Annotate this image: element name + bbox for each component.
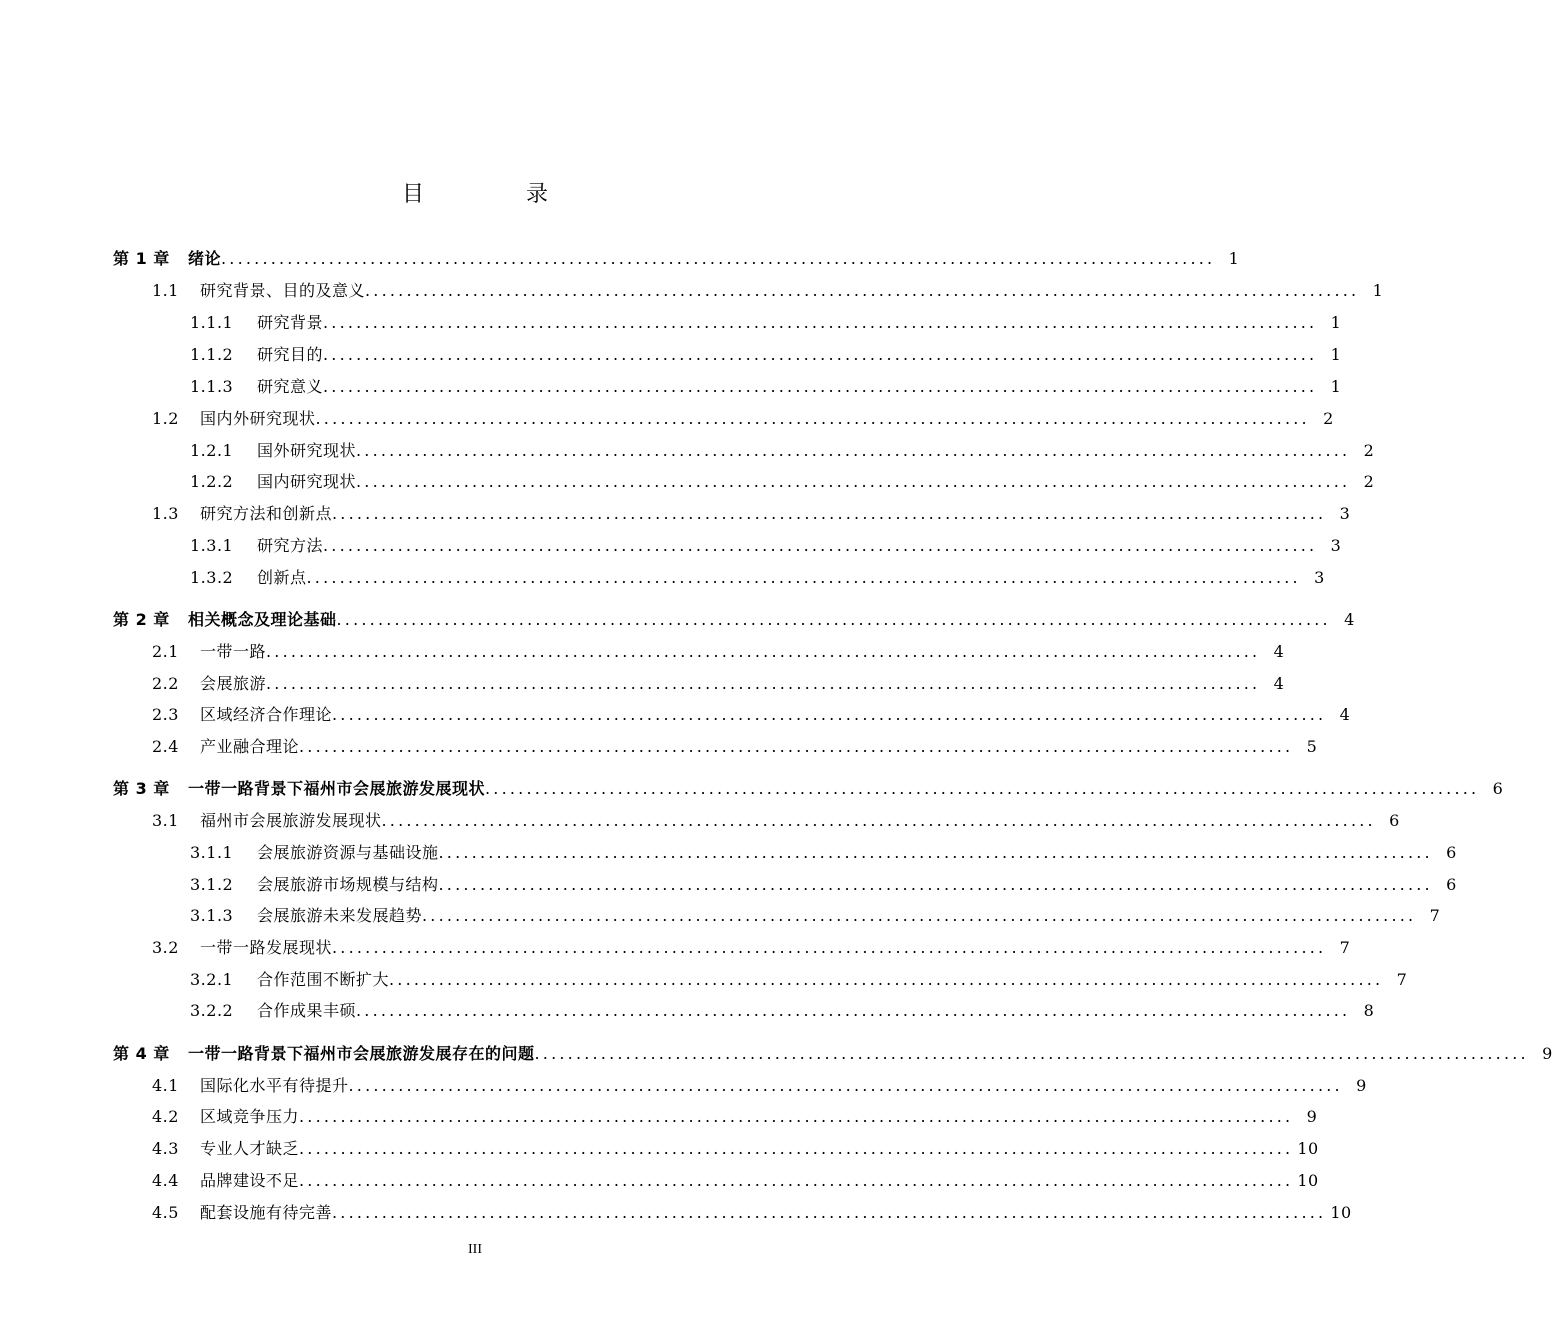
toc-leader: ........................................................................................................................ — [365, 281, 1360, 300]
toc-leader: ........................................................................................................................ — [336, 610, 1331, 629]
toc-label: 研究背景、目的及意义 — [200, 281, 366, 300]
toc-section-1-3[interactable] — [0, 498, 1351, 530]
toc-label: 国内研究现状 — [257, 472, 357, 491]
toc-subsection-1-3-2[interactable] — [0, 562, 1325, 594]
toc-label: 研究方法 — [257, 536, 324, 555]
toc-subsection-3-2-2[interactable] — [0, 995, 1375, 1027]
toc-leader: ........................................................................................................................ — [266, 642, 1261, 661]
toc-leader: ........................................................................................................................ — [332, 938, 1327, 957]
toc-leader: ........................................................................................................................ — [299, 1107, 1294, 1126]
toc-leader: ........................................................................................................................ — [323, 313, 1318, 332]
toc-leader: ........................................................................................................................ — [332, 705, 1327, 724]
toc-page: 7 — [1429, 906, 1441, 925]
toc-page: 4 — [1344, 610, 1355, 629]
toc-number: 1.1.2 — [190, 345, 234, 364]
toc-section-3-1[interactable] — [0, 805, 1400, 837]
toc-label: 研究意义 — [257, 377, 324, 396]
toc-leader: ........................................................................................................................ — [389, 970, 1384, 989]
toc-label: 研究背景 — [257, 313, 324, 332]
toc-number: 3.2 — [152, 938, 179, 957]
toc-section-4-5[interactable] — [0, 1197, 1352, 1229]
toc-label: 一带一路 — [200, 642, 267, 661]
toc-leader: ........................................................................................................................ — [534, 1044, 1529, 1063]
toc-chapter-3[interactable] — [0, 773, 1504, 805]
toc-chapter-4[interactable] — [0, 1038, 1553, 1070]
toc-number: 第 1 章 — [113, 249, 170, 268]
toc-subsection-1-1-2[interactable] — [0, 339, 1342, 371]
toc-label: 福州市会展旅游发展现状 — [200, 811, 382, 830]
toc-subsection-3-1-2[interactable] — [0, 869, 1457, 901]
toc-page: 6 — [1389, 811, 1400, 830]
toc-label: 会展旅游市场规模与结构 — [257, 875, 439, 894]
toc-section-4-1[interactable] — [0, 1070, 1367, 1102]
toc-section-2-1[interactable] — [0, 636, 1285, 668]
toc-number: 1.1.3 — [190, 377, 234, 396]
toc-page: 10 — [1297, 1171, 1319, 1190]
toc-label: 国内外研究现状 — [200, 409, 316, 428]
toc-number: 1.2 — [152, 409, 179, 428]
toc-leader: ........................................................................................................................ — [438, 843, 1433, 862]
toc-label: 合作成果丰硕 — [257, 1001, 357, 1020]
toc-page: 9 — [1356, 1076, 1367, 1095]
toc-subsection-1-2-2[interactable] — [0, 466, 1375, 498]
toc-leader: ........................................................................................................................ — [356, 472, 1351, 491]
toc-number: 3.1 — [152, 811, 179, 830]
toc-section-2-3[interactable] — [0, 699, 1351, 731]
toc-leader: ........................................................................................................................ — [381, 811, 1376, 830]
toc-page: 3 — [1314, 568, 1325, 587]
toc-label: 国际化水平有待提升 — [200, 1076, 349, 1095]
toc-leader: ........................................................................................................................ — [332, 1203, 1327, 1222]
toc-number: 第 3 章 — [113, 779, 170, 798]
toc-label: 国外研究现状 — [257, 441, 357, 460]
toc-leader: ........................................................................................................................ — [485, 779, 1480, 798]
toc-leader: ........................................................................................................................ — [299, 1171, 1294, 1190]
page-number: III — [468, 1242, 482, 1257]
toc-page: 1 — [1372, 281, 1384, 300]
toc-leader: ........................................................................................................................ — [299, 1139, 1294, 1158]
toc-number: 1.3.1 — [190, 536, 234, 555]
toc-page: 4 — [1273, 642, 1285, 661]
toc-subsection-3-2-1[interactable] — [0, 964, 1408, 996]
toc-page: 2 — [1323, 409, 1334, 428]
toc-number: 3.1.3 — [190, 906, 234, 925]
toc-leader: ........................................................................................................................ — [438, 875, 1433, 894]
toc-leader: ........................................................................................................................ — [266, 674, 1261, 693]
toc-page: 2 — [1363, 441, 1375, 460]
toc-section-1-2[interactable] — [0, 403, 1334, 435]
toc-label: 区域经济合作理论 — [200, 705, 333, 724]
toc-page: 9 — [1542, 1044, 1553, 1063]
toc-label: 专业人才缺乏 — [200, 1139, 300, 1158]
toc-page: 10 — [1330, 1203, 1352, 1222]
toc-label: 品牌建设不足 — [200, 1171, 300, 1190]
toc-section-4-2[interactable] — [0, 1101, 1318, 1133]
toc-page: 7 — [1339, 938, 1351, 957]
toc-number: 2.4 — [152, 737, 179, 756]
page-title: 目 录 — [401, 182, 588, 207]
toc-section-4-3[interactable] — [0, 1133, 1319, 1165]
toc-leader: ........................................................................................................................ — [299, 737, 1294, 756]
toc-label: 配套设施有待完善 — [200, 1203, 333, 1222]
toc-subsection-3-1-3[interactable] — [0, 900, 1441, 932]
toc-chapter-2[interactable] — [0, 604, 1355, 636]
toc-leader: ........................................................................................................................ — [315, 409, 1310, 428]
toc-page: 3 — [1330, 536, 1342, 555]
toc-chapter-1[interactable] — [0, 243, 1240, 275]
toc-label: 会展旅游 — [200, 674, 267, 693]
toc-label: 创新点 — [257, 568, 307, 587]
toc-leader: ........................................................................................................................ — [356, 1001, 1351, 1020]
toc-number: 第 2 章 — [113, 610, 170, 629]
toc-section-4-4[interactable] — [0, 1165, 1319, 1197]
toc-subsection-3-1-1[interactable] — [0, 837, 1457, 869]
toc-number: 3.2.1 — [190, 970, 234, 989]
toc-label: 产业融合理论 — [200, 737, 300, 756]
toc-section-3-2[interactable] — [0, 932, 1351, 964]
toc-label: 研究目的 — [257, 345, 324, 364]
toc-number: 1.3 — [152, 504, 179, 523]
toc-number: 2.3 — [152, 705, 179, 724]
toc-number: 1.3.2 — [190, 568, 234, 587]
toc-number: 3.1.2 — [190, 875, 234, 894]
toc-number: 2.1 — [152, 642, 179, 661]
toc-leader: ........................................................................................................................ — [323, 377, 1318, 396]
toc-page: 4 — [1273, 674, 1285, 693]
toc-page: 3 — [1339, 504, 1351, 523]
toc-page: 6 — [1492, 779, 1504, 798]
toc-leader: ........................................................................................................................ — [306, 568, 1301, 587]
toc-leader: ........................................................................................................................ — [422, 906, 1417, 925]
toc-page: 1 — [1228, 249, 1240, 268]
toc-number: 1.2.2 — [190, 472, 234, 491]
toc-section-2-4[interactable] — [0, 731, 1318, 763]
toc-page: 9 — [1306, 1107, 1318, 1126]
toc-page: 7 — [1396, 970, 1408, 989]
toc-page: 6 — [1446, 875, 1457, 894]
toc-subsection-1-1-3[interactable] — [0, 371, 1342, 403]
toc-label: 一带一路发展现状 — [200, 938, 333, 957]
toc-leader: ........................................................................................................................ — [356, 441, 1351, 460]
toc-leader: ........................................................................................................................ — [323, 345, 1318, 364]
toc-label: 研究方法和创新点 — [200, 504, 333, 523]
toc-page: 4 — [1339, 705, 1351, 724]
toc-label: 会展旅游资源与基础设施 — [257, 843, 439, 862]
toc-page: 5 — [1306, 737, 1318, 756]
toc-section-2-2[interactable] — [0, 668, 1285, 700]
toc-number: 4.5 — [152, 1203, 179, 1222]
toc-number: 4.3 — [152, 1139, 179, 1158]
toc-page: 1 — [1330, 313, 1342, 332]
toc-subsection-1-2-1[interactable] — [0, 435, 1375, 467]
toc-page: 10 — [1297, 1139, 1319, 1158]
toc-number: 1.2.1 — [190, 441, 234, 460]
toc-leader: ........................................................................................................................ — [221, 249, 1216, 268]
toc-number: 3.1.1 — [190, 843, 234, 862]
toc-leader: ........................................................................................................................ — [323, 536, 1318, 555]
toc-subsection-1-1-1[interactable] — [0, 307, 1342, 339]
toc-page: 2 — [1363, 472, 1375, 491]
toc-leader: ........................................................................................................................ — [348, 1076, 1343, 1095]
toc-number: 4.4 — [152, 1171, 179, 1190]
toc-label: 一带一路背景下福州市会展旅游发展现状 — [188, 779, 486, 798]
toc-number: 1.1.1 — [190, 313, 234, 332]
toc-page: 8 — [1363, 1001, 1375, 1020]
toc-number: 2.2 — [152, 674, 179, 693]
toc-label: 绪论 — [188, 249, 222, 268]
toc-number: 1.1 — [152, 281, 179, 300]
toc-section-1-1[interactable] — [0, 275, 1384, 307]
toc-number: 第 4 章 — [113, 1044, 170, 1063]
toc-subsection-1-3-1[interactable] — [0, 530, 1342, 562]
toc-page: 1 — [1330, 345, 1342, 364]
toc-label: 合作范围不断扩大 — [257, 970, 390, 989]
toc-number: 4.2 — [152, 1107, 179, 1126]
toc-number: 3.2.2 — [190, 1001, 234, 1020]
toc-label: 会展旅游未来发展趋势 — [257, 906, 423, 925]
toc-label: 相关概念及理论基础 — [188, 610, 337, 629]
toc-number: 4.1 — [152, 1076, 179, 1095]
toc-label: 一带一路背景下福州市会展旅游发展存在的问题 — [188, 1044, 535, 1063]
toc-page: 6 — [1446, 843, 1457, 862]
toc-leader: ........................................................................................................................ — [332, 504, 1327, 523]
toc-page: 1 — [1330, 377, 1342, 396]
toc-label: 区域竞争压力 — [200, 1107, 300, 1126]
